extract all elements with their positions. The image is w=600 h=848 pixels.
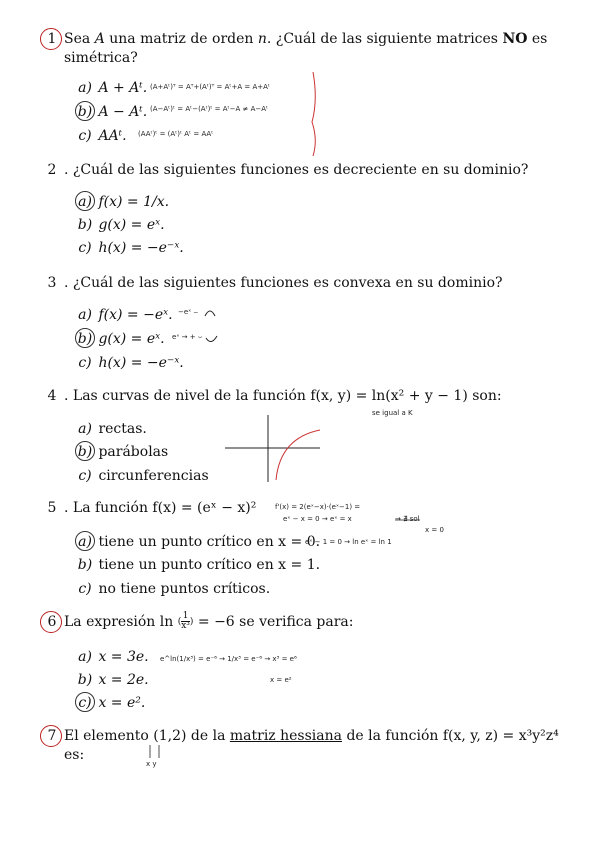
convex-sketch (206, 336, 217, 342)
option-content: g(x) = eˣ. (98, 217, 165, 233)
handwritten-note: eˣ → + ⌣ (172, 333, 203, 341)
handwritten-note: (A+Aᵗ)ᵀ = Aᵀ+(Aᵗ)ᵀ = Aᵗ+A = A+Aᵗ (150, 83, 270, 91)
option-content: h(x) = −e⁻ˣ. (98, 240, 184, 256)
question-math: n (257, 31, 267, 47)
option-content: no tiene puntos críticos. (98, 581, 271, 597)
handwritten-note: eˣ − 1 = 0 → ln eˣ = ln 1 (305, 538, 392, 546)
question-number: 2 (47, 162, 57, 178)
question-number: 4 (47, 388, 57, 404)
question-text: . ¿Cuál de las siguiente matrices (266, 31, 503, 47)
parabola-sketch (276, 430, 320, 480)
option-label: b) (77, 444, 93, 460)
question-text: La expresión ln (64, 613, 178, 630)
fraction-numerator: 1 (182, 611, 189, 621)
question-text: ¿Cuál de las siguientes funciones es convexa en su dominio? (72, 275, 503, 291)
concave-sketch (205, 311, 215, 316)
fraction-denominator: x³ (181, 621, 190, 631)
option-label: c) (78, 355, 92, 371)
question-text: es (527, 31, 548, 47)
option-label: b) (77, 104, 93, 120)
option-content: A + Aᵗ. (98, 80, 148, 96)
option-label: b) (77, 672, 93, 688)
question-text: una matriz de orden (104, 31, 258, 47)
question-text: ¿Cuál de las siguientes funciones es decreciente en su dominio? (72, 162, 529, 178)
question-number: 3 (47, 275, 57, 291)
emphasis-text: NO (502, 31, 528, 47)
question-number: 5 (47, 500, 57, 516)
question-math: A (94, 31, 105, 47)
option-content: parábolas (98, 444, 169, 460)
question-2: 2 . ¿Cuál de las siguientes funciones es decreciente en su dominio? (44, 161, 564, 180)
underlined-text: matriz hessiana (229, 728, 342, 744)
question-number: 7 (44, 727, 60, 746)
option-content: A − Aᵗ. (98, 104, 148, 120)
option-label: c) (78, 128, 92, 144)
handwritten-note: x y (146, 760, 157, 768)
handwritten-note: f'(x) = 2(eˣ−x)·(eˣ−1) = (275, 503, 361, 511)
question-number: 1 (44, 30, 60, 49)
option-content: rectas. (98, 421, 147, 437)
option-content: circunferencias (98, 468, 209, 484)
bracket-mark (312, 72, 315, 156)
question-4: 4 . Las curvas de nivel de la función f(x, y) = ln(x² + y − 1) son: (44, 387, 564, 406)
handwritten-note: e^ln(1/x³) = e⁻⁶ → 1/x³ = e⁻⁶ → x³ = e⁶ (160, 655, 297, 663)
option-label: c) (78, 468, 92, 484)
handwritten-note: se igual a K (372, 409, 413, 417)
question-text: de la función f(x, y, z) = x³y²z⁴ (342, 728, 559, 744)
handwritten-note: eˣ − x = 0 → eˣ = x (283, 515, 352, 523)
option-content: AAᵗ. (98, 128, 127, 144)
option-content: x = 3e. (98, 649, 149, 665)
question-text: El elemento (1,2) de la (64, 728, 230, 744)
option-label: a) (78, 80, 92, 96)
option-content: x = e². (98, 695, 146, 711)
question-number: 6 (44, 613, 60, 632)
option-label: c) (78, 581, 92, 597)
option-label: a) (78, 307, 92, 323)
option-label: c) (78, 240, 92, 256)
handwritten-note: x = 0 (425, 526, 444, 534)
question-5: 5 . La función f(x) = (eˣ − x)² (44, 499, 564, 518)
option-content: h(x) = −e⁻ˣ. (98, 355, 184, 371)
question-3: 3 . ¿Cuál de las siguientes funciones es convexa en su dominio? (44, 274, 564, 293)
option-content: tiene un punto crítico en x = 0. (98, 534, 321, 550)
handwritten-note: (A−Aᵗ)ᵗ = Aᵗ−(Aᵗ)ᵗ = Aᵗ−A ≠ A−Aᵗ (150, 105, 269, 113)
option-content: f(x) = −eˣ. (98, 307, 173, 323)
option-label: a) (76, 533, 94, 551)
handwritten-note: −eˣ ⌢ (178, 308, 199, 316)
question-text-continued: simétrica? (64, 50, 138, 66)
option-label: c) (76, 694, 94, 712)
option-content: f(x) = 1/x. (98, 194, 170, 210)
option-content: g(x) = eˣ. (98, 331, 165, 347)
option-label: a) (78, 649, 92, 665)
question-text-continued: es: (64, 747, 85, 763)
question-text: Las curvas de nivel de la función f(x, y) = ln(x² + y − 1) son: (72, 388, 502, 404)
question-6: 6 La expresión ln ( $\frac{1}{\text{x³}}$ ) = −6 se verifica para: (44, 612, 564, 632)
option-content: x = 2e. (98, 672, 149, 688)
option-label: b) (77, 217, 93, 233)
question-text: Sea (64, 31, 95, 47)
option-label: b) (77, 557, 93, 573)
option-label: a) (78, 421, 92, 437)
handwritten-note: (AAᵗ)ᵗ = (Aᵗ)ᵗ Aᵗ = AAᵗ (138, 130, 214, 138)
handwritten-note: x = e² (270, 676, 292, 684)
option-label: b) (77, 331, 93, 347)
question-text: = −6 se verifica para: (193, 613, 354, 630)
question-text: La función f(x) = (eˣ − x)² (72, 500, 257, 516)
option-label: a) (76, 193, 94, 211)
handwritten-note: → ∄ sol (395, 515, 420, 523)
option-content: tiene un punto crítico en x = 1. (98, 557, 321, 573)
